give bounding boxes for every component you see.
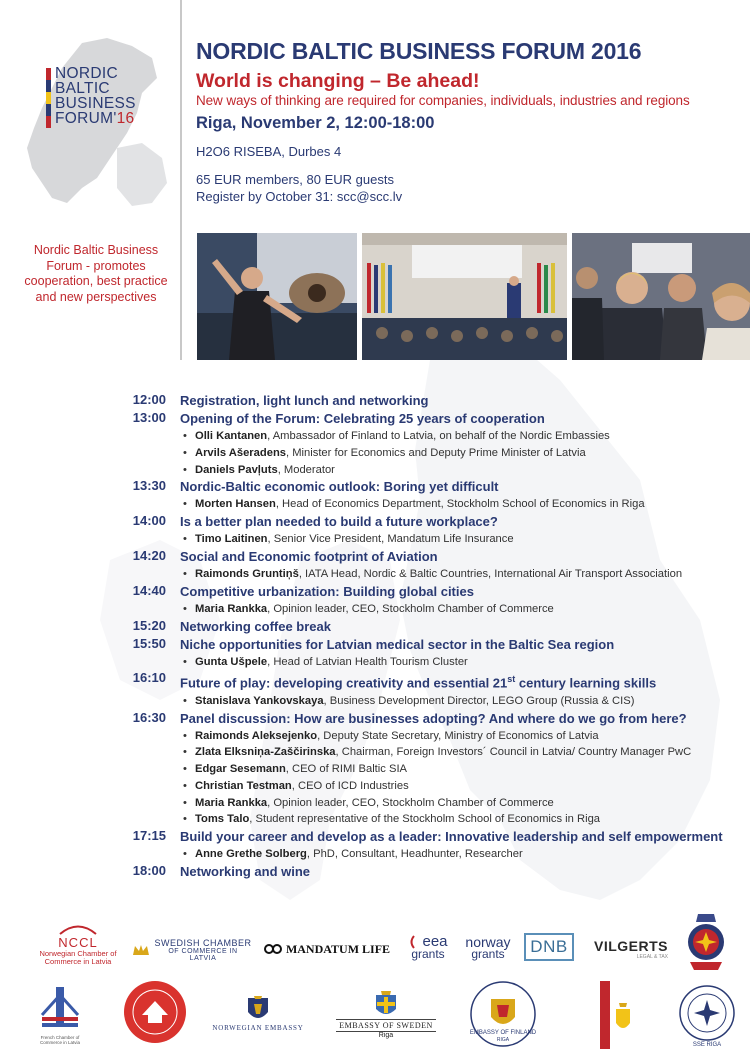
agenda-item [0, 618, 750, 636]
speaker-role: , CEO of RIMI Baltic SIA [285, 763, 408, 776]
french-chamber-icon [38, 985, 82, 1035]
speaker-role: , Deputy State Secretary, Ministry of Economics of Latvia [317, 729, 599, 742]
logo-red-seal [120, 977, 190, 1047]
speaker-role: , IATA Head, Nordic & Baltic Countries, International Air Transport Association [298, 567, 683, 580]
agenda-time: 15:20 [132, 617, 166, 633]
logo-text: NORDIC BALTIC BUSINESS FORUM'16 [55, 65, 136, 127]
speaker-name: Maria Rankka [195, 602, 268, 615]
agenda-title: Social and Economic footprint of Aviation [180, 548, 438, 564]
speaker-role: , PhD, Consultant, Headhunter, Researcher [306, 848, 523, 861]
agenda-title: Nordic-Baltic economic outlook: Boring yet difficult [180, 479, 499, 495]
agenda-item [0, 863, 750, 881]
speaker-name: Gunta Ušpele [195, 655, 268, 668]
danish-chamber-icon [598, 979, 634, 1051]
speaker-role: , Opinion leader, CEO, Stockholm Chamber of Commerce [267, 796, 554, 809]
speaker-entry [180, 428, 750, 445]
agenda-time: 13:30 [132, 478, 166, 494]
speaker-role: , Moderator [277, 463, 335, 476]
agenda-time: 14:40 [132, 582, 166, 598]
speaker-name: Morten Hansen [195, 498, 276, 511]
agenda-title: Networking coffee break [180, 618, 331, 634]
speaker-role: , Chairman, Foreign Investors´ Council in Latvia/ Country Manager PwC [335, 746, 692, 759]
logo-norwegian-embassy: NORWEGIAN EMBASSY [212, 989, 304, 1037]
speaker-entry [180, 693, 750, 710]
agenda-title: Opening of the Forum: Celebrating 25 years of cooperation [180, 411, 545, 426]
speaker-role: , Head of Latvian Health Tourism Cluster [267, 655, 468, 668]
speaker-name: Raimonds Aleksejenko [195, 729, 318, 742]
flag-stripes [46, 68, 51, 128]
photo-speaker [197, 233, 357, 360]
agenda-title: Is a better plan needed to build a future workplace? [180, 514, 498, 530]
speaker-role: , CEO of ICD Industries [291, 779, 409, 792]
agenda-time: 17:15 [132, 828, 166, 844]
agenda-title [180, 670, 750, 692]
speaker-name: Daniels Pavļuts [195, 463, 278, 476]
sweden-crest-icon [373, 989, 399, 1019]
logo-eea-grants: eea grants [400, 927, 456, 967]
event-title: NORDIC BALTIC BUSINESS FORUM 2016 [196, 38, 642, 64]
forum-logo [22, 38, 172, 208]
agenda-item [0, 513, 750, 548]
agenda-time: 15:50 [132, 635, 166, 651]
agenda-title: Registration, light lunch and networking [180, 393, 429, 408]
logo-swedish-chamber: SWEDISH CHAMBER OF COMMERCE IN LATVIA [132, 935, 252, 965]
logo-embassy-finland [466, 977, 540, 1051]
speaker-name: Christian Testman [195, 779, 292, 792]
agenda-title: Build your career and develop as a leader: Innovative leadership and self empowerment [180, 829, 723, 845]
agenda [0, 392, 750, 881]
agenda-item [0, 548, 750, 583]
speaker-entry [180, 601, 750, 618]
logo-vilgerts: VILGERTS LEGAL & TAX [593, 938, 668, 960]
agenda-item [0, 410, 750, 478]
vertical-divider [180, 0, 182, 360]
agenda-title: Competitive urbanization: Building global cities [180, 583, 474, 599]
event-tagline: World is changing – Be ahead! [196, 70, 480, 92]
speaker-entry [180, 811, 750, 828]
agenda-time: 14:20 [132, 547, 166, 563]
logo-dnb: DNB [524, 933, 574, 961]
speaker-name: Anne Grethe Solberg [195, 848, 307, 861]
logo-sse-riga: SSE RIGA [672, 979, 742, 1053]
agenda-item [0, 670, 750, 709]
event-register[interactable]: Register by October 31: scc@scc.lv [196, 189, 403, 204]
speaker-entry [180, 744, 750, 761]
speaker-entry [180, 462, 750, 479]
sse-seal-icon [678, 984, 736, 1042]
event-header [196, 38, 741, 205]
speaker-name: Edgar Sesemann [195, 763, 286, 776]
speaker-entry [180, 728, 750, 745]
logo-nccl: NCCL Norwegian Chamber of Commerce in Latvia [28, 915, 128, 973]
agenda-time: 18:00 [132, 863, 166, 879]
norway-crest-icon [245, 994, 271, 1024]
agenda-item [0, 636, 750, 671]
logo-embassy-sweden: EMBASSY OF SWEDEN Riga [336, 985, 436, 1043]
speaker-name: Zlata Elksniņa-Zaščirinska [195, 746, 336, 759]
agenda-item [0, 478, 750, 513]
agenda-item [0, 392, 750, 410]
speaker-entry [180, 496, 750, 513]
event-price: 65 EUR members, 80 EUR guests [196, 172, 394, 187]
speaker-name: Arvils Ašeradens [195, 446, 286, 459]
speaker-role: , Student representative of the Stockholm School of Economics in Riga [249, 813, 601, 826]
agenda-item [0, 710, 750, 829]
event-subtitle: New ways of thinking are required for companies, individuals, industries and regions [196, 93, 690, 108]
speaker-role: , Head of Economics Department, Stockholm School of Economics in Riga [275, 498, 645, 511]
speaker-name: Raimonds Gruntiņš [195, 567, 299, 580]
seal-icon [122, 979, 188, 1045]
agenda-title: Panel discussion: How are businesses adopting? And where do we go from here? [180, 710, 687, 726]
speaker-entry [180, 778, 750, 795]
logo-norway-grants: norway grants [465, 933, 511, 961]
speaker-entry [180, 654, 750, 671]
speaker-name: Timo Laitinen [195, 533, 268, 546]
speaker-entry [180, 531, 750, 548]
finland-embassy-icon [468, 979, 538, 1049]
agenda-time: 16:10 [132, 670, 166, 686]
agenda-time: 13:00 [132, 410, 166, 425]
speaker-role: , Opinion leader, CEO, Stockholm Chamber of Commerce [267, 602, 554, 615]
speaker-entry [180, 795, 750, 812]
coat-of-arms-icon [684, 912, 728, 972]
speaker-entry [180, 846, 750, 863]
agenda-title-part: Future of play: developing creativity and essential 21 [180, 675, 508, 691]
photo-stage [362, 233, 567, 360]
nccl-arc-icon [58, 923, 98, 935]
agenda-title: Niche opportunities for Latvian medical sector in the Baltic Sea region [180, 636, 615, 652]
photo-audience [572, 233, 750, 360]
agenda-time: 16:30 [132, 709, 166, 725]
logo-mandatum: MANDATUM LIFE [262, 937, 392, 961]
agenda-time: 12:00 [132, 392, 166, 407]
speaker-role: , Business Development Director, LEGO Group (Russia & CIS) [323, 694, 635, 707]
agenda-time: 14:00 [132, 513, 166, 529]
agenda-title-sup: st [507, 674, 516, 685]
logo-coat-of-arms [682, 911, 730, 973]
speaker-name: Olli Kantanen [195, 430, 268, 442]
speaker-name: Toms Talo [195, 813, 250, 826]
speaker-entry [180, 566, 750, 583]
svg-text:EMBASSY OF FINLAND: EMBASSY OF FINLAND [469, 1030, 537, 1036]
sponsor-logos [0, 905, 750, 1061]
agenda-item [0, 583, 750, 618]
svg-text:RIGA: RIGA [496, 1037, 510, 1043]
agenda-title: Networking and wine [180, 864, 311, 880]
event-date: Riga, November 2, 12:00-18:00 [196, 114, 435, 132]
speaker-entry [180, 761, 750, 778]
agenda-title-part: century learning skills [515, 675, 657, 691]
speaker-role: , Senior Vice President, Mandatum Life Insurance [267, 533, 514, 546]
speaker-role: , Minister for Economics and Deputy Prime Minister of Latvia [286, 446, 586, 459]
crown-icon [132, 943, 150, 957]
mandatum-icon [264, 940, 282, 958]
promo-text: Nordic Baltic Business Forum - promotes cooperation, best practice and new perspectives [24, 243, 168, 304]
event-venue: H2O6 RISEBA, Durbes 4 [196, 144, 342, 159]
speaker-role: , Ambassador of Finland to Latvia, on behalf of the Nordic Embassies [267, 430, 610, 442]
speaker-name: Stanislava Yankovskaya [195, 694, 324, 707]
agenda-item [0, 828, 750, 863]
speaker-entry [180, 445, 750, 462]
logo-danish-chamber [596, 977, 636, 1053]
speaker-name: Maria Rankka [195, 796, 268, 809]
logo-french-chamber: French Chamber of Commerce in Latvia [30, 980, 90, 1050]
